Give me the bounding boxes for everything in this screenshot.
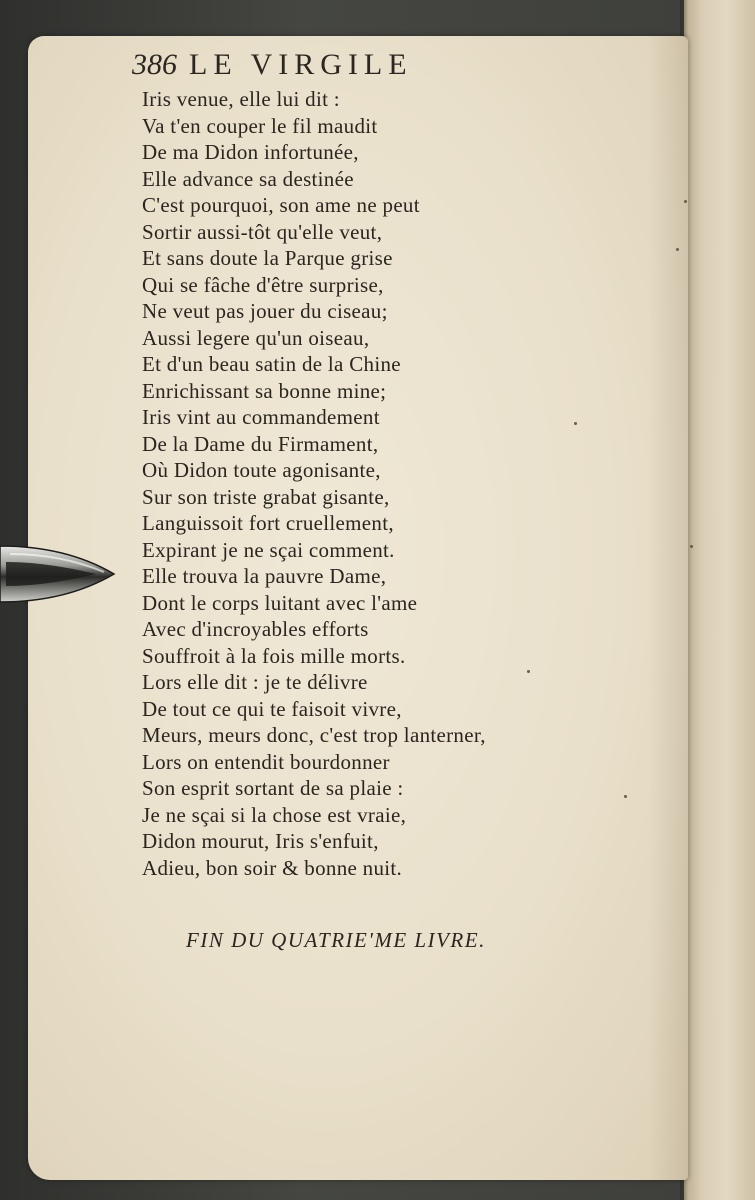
poem-line: De tout ce qui te faisoit vivre, xyxy=(142,696,402,721)
page-number: 386 xyxy=(132,48,177,81)
poem-text xyxy=(142,86,612,881)
poem-line: Sortir aussi-tôt qu'elle veut, xyxy=(142,219,383,244)
poem-line: Dont le corps luitant avec l'ame xyxy=(142,590,418,615)
end-of-book-heading: FIN DU QUATRIE'ME LIVRE. xyxy=(186,928,486,952)
poem-line: Didon mourut, Iris s'enfuit, xyxy=(142,829,379,853)
poem-line: Je ne sçai si la chose est vraie, xyxy=(142,802,407,827)
poem-line: Lors on entendit bourdonner xyxy=(142,749,390,774)
poem-line: Iris venue, elle lui dit : xyxy=(142,87,340,111)
poem-line: Où Didon toute agonisante, xyxy=(142,458,381,482)
next-page-edge xyxy=(684,0,755,1200)
poem-line: Ne veut pas jouer du ciseau; xyxy=(142,299,388,323)
poem-line: Adieu, bon soir & bonne nuit. xyxy=(142,855,403,880)
poem-line: Elle advance sa destinée xyxy=(142,166,354,191)
poem-line: Meurs, meurs donc, c'est trop lanterner, xyxy=(142,723,486,747)
poem-line: Lors elle dit : je te délivre xyxy=(142,670,368,694)
poem-line: Enrichissant sa bonne mine; xyxy=(142,378,387,403)
poem-line: Qui se fâche d'être surprise, xyxy=(142,272,384,297)
poem-line: Elle trouva la pauvre Dame, xyxy=(142,564,387,588)
poem-line: Sur son triste grabat gisante, xyxy=(142,484,390,509)
poem-line: Aussi legere qu'un oiseau, xyxy=(142,325,370,350)
running-head xyxy=(132,48,413,82)
poem-line: Avec d'incroyables efforts xyxy=(142,617,369,641)
poem-line: C'est pourquoi, son ame ne peut xyxy=(142,193,420,217)
poem-line: Va t'en couper le fil maudit xyxy=(142,113,378,138)
page-gutter xyxy=(648,36,688,1180)
poem-line: De la Dame du Firmament, xyxy=(142,431,379,456)
poem-line: De ma Didon infortunée, xyxy=(142,140,359,164)
poem-line: Iris vint au commandement xyxy=(142,405,380,429)
page-clip-icon xyxy=(0,540,120,610)
poem-line: Souffroit à la fois mille morts. xyxy=(142,643,406,668)
poem-line: Et d'un beau satin de la Chine xyxy=(142,352,401,376)
poem-line: Expirant je ne sçai comment. xyxy=(142,537,395,562)
running-title: LE VIRGILE xyxy=(189,48,413,81)
poem-line: Et sans doute la Parque grise xyxy=(142,246,393,270)
poem-line: Languissoit fort cruellement, xyxy=(142,511,394,535)
poem-line: Son esprit sortant de sa plaie : xyxy=(142,776,404,800)
